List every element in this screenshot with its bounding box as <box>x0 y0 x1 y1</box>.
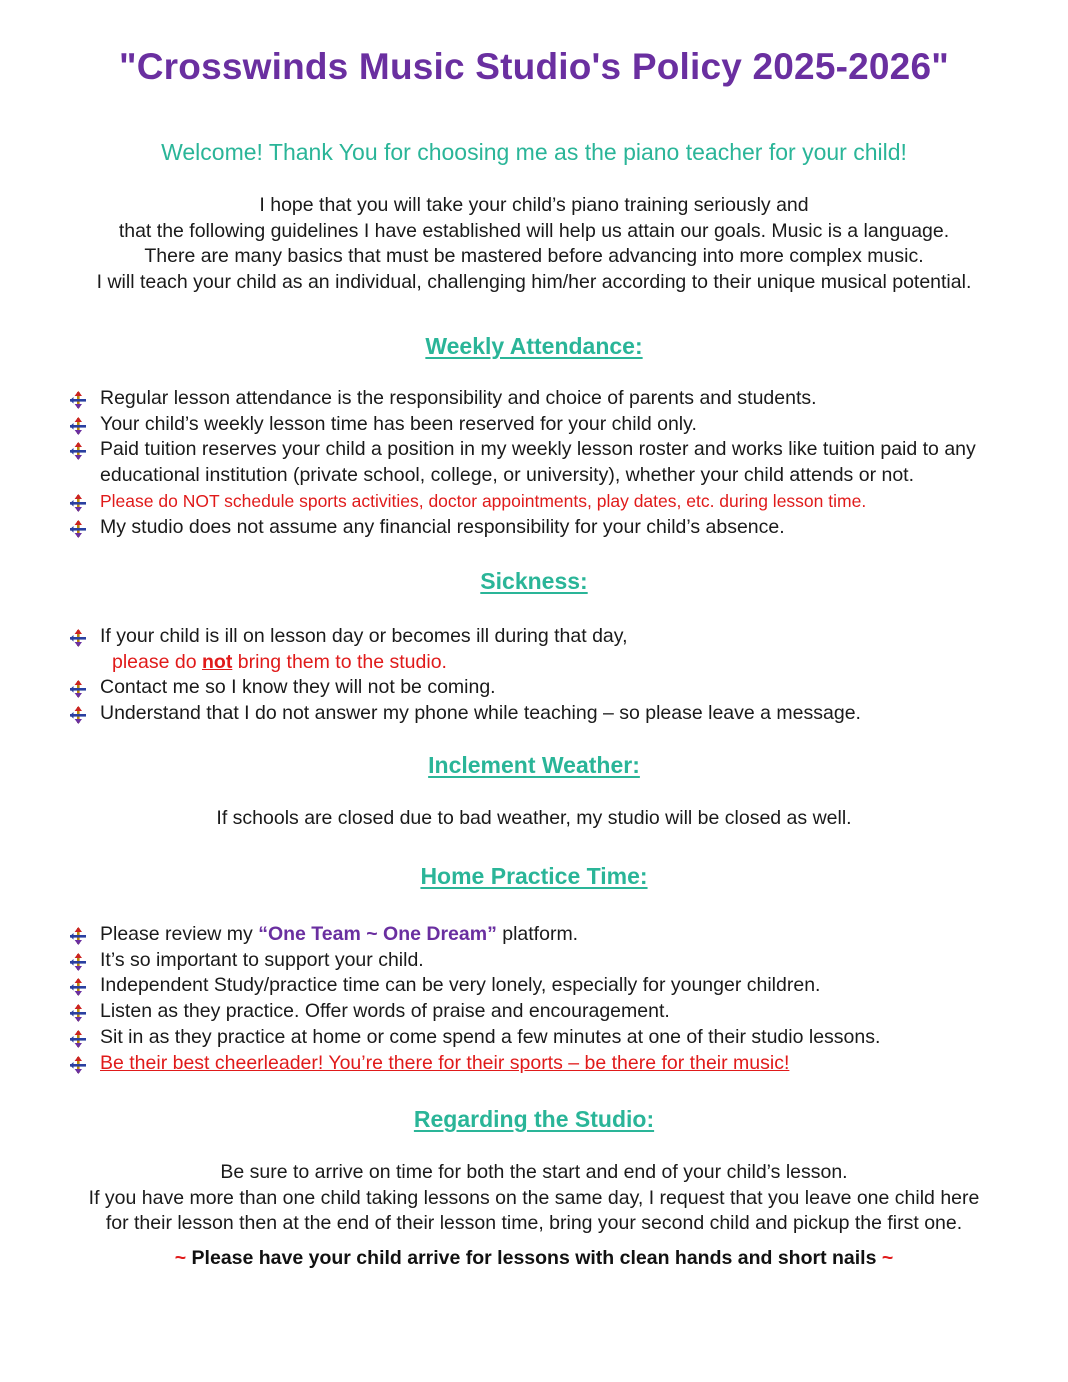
list-item: It’s so important to support your child. <box>68 948 1028 974</box>
arrow-cross-bullet-icon <box>69 680 87 698</box>
arrow-cross-bullet-icon <box>69 494 87 512</box>
section-heading-studio: Regarding the Studio: <box>413 1106 655 1132</box>
arrow-cross-bullet-icon <box>69 1056 87 1074</box>
section-heading-inclement-weather: Inclement Weather: <box>428 752 640 778</box>
section-heading-sickness: Sickness: <box>480 568 588 594</box>
studio-line: If you have more than one child taking lessons on the same day, I request that you leave one child here <box>88 1186 980 1209</box>
arrow-cross-bullet-icon <box>69 520 87 538</box>
weekly-attendance-list <box>68 386 1028 540</box>
list-item: My studio does not assume any financial responsibility for your child’s absence. <box>68 515 1028 541</box>
arrow-cross-bullet-icon <box>69 1004 87 1022</box>
list-item: Please review my “One Team ~ One Dream” platform. <box>68 922 1028 948</box>
intro-line: I will teach your child as an individual, challenging him/her according to their unique musical potential. <box>96 271 972 294</box>
list-item: Sit in as they practice at home or come spend a few minutes at one of their studio lessons. <box>68 1025 1028 1051</box>
studio-paragraph <box>0 1160 1068 1237</box>
cheerleader-message: Be their best cheerleader! You’re there for their sports – be there for their music! <box>100 1051 790 1074</box>
one-team-one-dream-highlight: “One Team ~ One Dream” <box>258 923 497 945</box>
sickness-warning: please do not bring them to the studio. <box>112 650 447 673</box>
arrow-cross-bullet-icon <box>69 391 87 409</box>
closing-note: ~ Please have your child arrive for lessons with clean hands and short nails ~ <box>174 1247 894 1269</box>
list-item: Paid tuition reserves your child a position in my weekly lesson roster and works like tuition paid to any educational institution (private school, college, or university), whether your child attends or not. <box>68 437 1028 488</box>
arrow-cross-bullet-icon <box>69 629 87 647</box>
inclement-weather-text: If schools are closed due to bad weather, my studio will be closed as well. <box>216 807 852 829</box>
welcome-message: Welcome! Thank You for choosing me as the piano teacher for your child! <box>161 139 907 165</box>
studio-line: Be sure to arrive on time for both the start and end of your child’s lesson. <box>220 1161 848 1183</box>
list-item: Listen as they practice. Offer words of praise and encouragement. <box>68 999 1028 1025</box>
arrow-cross-bullet-icon <box>69 953 87 971</box>
section-heading-weekly-attendance: Weekly Attendance: <box>425 333 643 359</box>
section-heading-home-practice: Home Practice Time: <box>420 863 648 889</box>
list-item: Contact me so I know they will not be coming. <box>68 675 1028 701</box>
arrow-cross-bullet-icon <box>69 1030 87 1048</box>
page-title: "Crosswinds Music Studio's Policy 2025-2026" <box>119 46 949 87</box>
arrow-cross-bullet-icon <box>69 706 87 724</box>
sickness-list <box>68 624 1028 727</box>
intro-line: that the following guidelines I have established will help us attain our goals. Music is a language. <box>118 219 950 242</box>
home-practice-list <box>68 922 1028 1076</box>
arrow-cross-bullet-icon <box>69 978 87 996</box>
intro-line: There are many basics that must be mastered before advancing into more complex music. <box>144 245 924 268</box>
list-item: Please do NOT schedule sports activities, doctor appointments, play dates, etc. during lesson time. <box>68 489 1028 515</box>
intro-paragraph <box>0 193 1068 296</box>
list-item: Regular lesson attendance is the responsibility and choice of parents and students. <box>68 386 1028 412</box>
list-item: Understand that I do not answer my phone while teaching – so please leave a message. <box>68 701 1028 727</box>
arrow-cross-bullet-icon <box>69 417 87 435</box>
list-item <box>68 1051 1028 1077</box>
list-item: If your child is ill on lesson day or becomes ill during that day, please do not bring them to the studio. <box>68 624 1028 675</box>
arrow-cross-bullet-icon <box>69 442 87 460</box>
intro-line: I hope that you will take your child’s piano training seriously and <box>259 194 809 216</box>
list-item: Independent Study/practice time can be very lonely, especially for younger children. <box>68 973 1028 999</box>
list-item: Your child’s weekly lesson time has been reserved for your child only. <box>68 412 1028 438</box>
arrow-cross-bullet-icon <box>69 927 87 945</box>
studio-line: for their lesson then at the end of their lesson time, bring your second child and pickup the first one. <box>105 1212 963 1235</box>
